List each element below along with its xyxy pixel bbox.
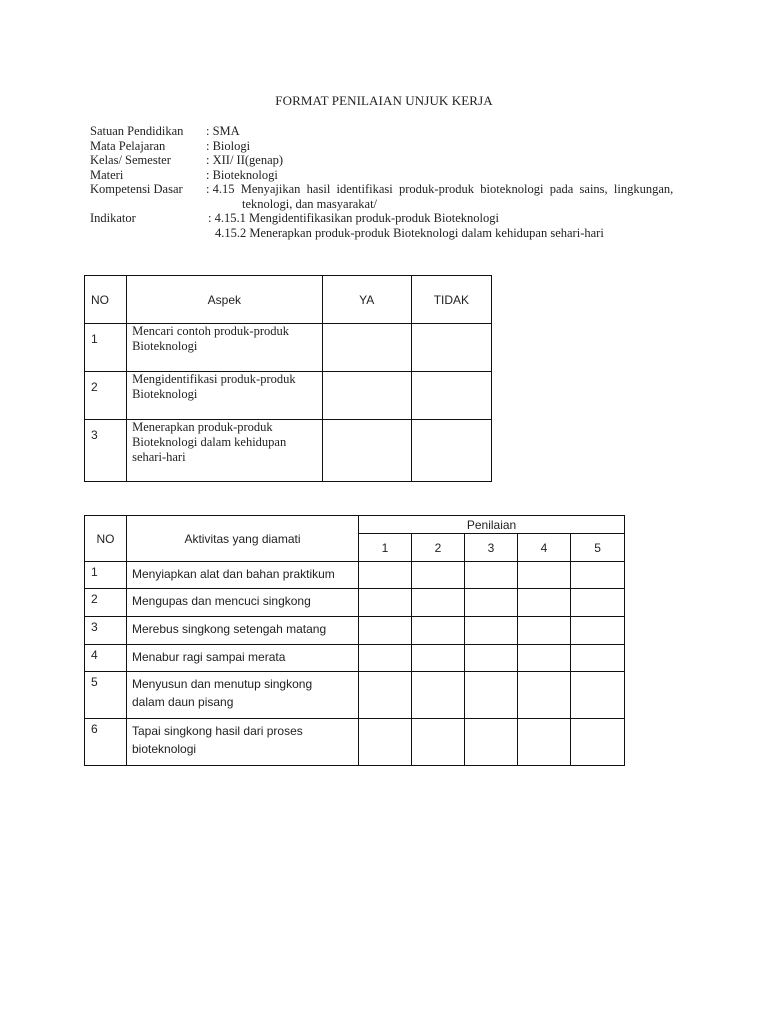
row-aktivitas: Mengupas dan mencuci singkong [127, 589, 359, 617]
table-row [85, 589, 625, 617]
table-row [85, 645, 625, 672]
table-row [85, 719, 625, 766]
score-cell[interactable] [359, 719, 412, 766]
row-no: 2 [85, 589, 127, 617]
ya-checkbox-cell[interactable] [322, 324, 411, 372]
row-aspek-line: sehari-hari [132, 450, 186, 464]
score-cell[interactable] [359, 589, 412, 617]
aspek-header-row [85, 276, 492, 324]
aspek-header-no: NO [85, 276, 127, 324]
table-row [85, 617, 625, 645]
aktivitas-header-aktivitas: Aktivitas yang diamati [127, 516, 359, 562]
score-cell[interactable] [518, 562, 571, 589]
row-aspek [127, 420, 322, 482]
score-header: 5 [571, 534, 625, 562]
info-value-materi: : Bioteknologi [206, 167, 278, 182]
row-aktivitas [127, 672, 359, 719]
aspek-header-ya: YA [322, 276, 411, 324]
row-no: 3 [85, 420, 127, 482]
score-cell[interactable] [518, 672, 571, 719]
score-cell[interactable] [518, 645, 571, 672]
score-cell[interactable] [518, 617, 571, 645]
aspek-table [84, 275, 492, 482]
score-cell[interactable] [571, 562, 625, 589]
score-header: 2 [412, 534, 465, 562]
document-title: FORMAT PENILAIAN UNJUK KERJA [275, 93, 493, 108]
tidak-checkbox-cell[interactable] [411, 372, 491, 420]
info-label-mapel: Mata Pelajaran [90, 138, 166, 153]
aktivitas-table [84, 515, 625, 766]
row-no: 3 [85, 617, 127, 645]
info-value-kompetensi-cont: teknologi, dan masyarakat/ [242, 196, 378, 211]
row-aktivitas-line: bioteknologi [132, 742, 197, 756]
tidak-checkbox-cell[interactable] [411, 420, 491, 482]
info-label-kelas: Kelas/ Semester [90, 153, 171, 167]
aktivitas-header-row [85, 516, 625, 534]
row-aktivitas-line: Menyusun dan menutup singkong [132, 677, 313, 691]
row-aspek-line: Mencari contoh produk-produk [132, 324, 289, 338]
row-aspek [127, 324, 322, 372]
aspek-header-aspek: Aspek [127, 276, 322, 324]
row-no: 5 [85, 672, 127, 719]
tidak-checkbox-cell[interactable] [411, 324, 491, 372]
row-no: 1 [85, 562, 127, 589]
score-header: 4 [518, 534, 571, 562]
score-cell[interactable] [518, 589, 571, 617]
info-value-kompetensi: : 4.15 Menyajikan hasil identifikasi produk-produk bioteknologi pada sains, lingkungan, [206, 182, 674, 196]
score-cell[interactable] [412, 645, 465, 672]
table-row [85, 324, 492, 372]
row-no: 6 [85, 719, 127, 766]
score-cell[interactable] [359, 562, 412, 589]
row-aspek [127, 372, 322, 420]
row-no: 4 [85, 645, 127, 672]
aktivitas-header-no: NO [85, 516, 127, 562]
info-label-kompetensi: Kompetensi Dasar [90, 182, 183, 196]
row-aktivitas: Menyiapkan alat dan bahan praktikum [127, 562, 359, 589]
ya-checkbox-cell[interactable] [322, 372, 411, 420]
score-cell[interactable] [571, 672, 625, 719]
score-cell[interactable] [465, 645, 518, 672]
score-cell[interactable] [465, 589, 518, 617]
table-row [85, 420, 492, 482]
info-value-mapel: : Biologi [206, 138, 251, 153]
row-aspek-line: Bioteknologi [132, 339, 198, 353]
score-cell[interactable] [359, 645, 412, 672]
table-row [85, 562, 625, 589]
score-cell[interactable] [571, 617, 625, 645]
row-no: 2 [85, 372, 127, 420]
row-aktivitas-line: dalam daun pisang [132, 695, 234, 709]
score-cell[interactable] [571, 719, 625, 766]
row-aktivitas [127, 719, 359, 766]
row-aspek-line: Bioteknologi dalam kehidupan [132, 435, 287, 449]
table-row [85, 672, 625, 719]
score-cell[interactable] [465, 562, 518, 589]
aspek-header-tidak: TIDAK [411, 276, 491, 324]
row-no: 1 [85, 324, 127, 372]
info-label-satuan: Satuan Pendidikan [90, 124, 184, 138]
info-label-materi: Materi [90, 167, 124, 182]
row-aspek-line: Mengidentifikasi produk-produk [132, 372, 296, 386]
info-value-kelas: : XII/ II(genap) [206, 153, 284, 167]
info-label-indikator: Indikator [90, 211, 136, 225]
score-cell[interactable] [412, 589, 465, 617]
row-aktivitas: Menabur ragi sampai merata [127, 645, 359, 672]
info-value-satuan: : SMA [206, 124, 240, 138]
table-row [85, 372, 492, 420]
score-cell[interactable] [359, 617, 412, 645]
score-cell[interactable] [359, 672, 412, 719]
score-cell[interactable] [412, 672, 465, 719]
row-aktivitas: Merebus singkong setengah matang [127, 617, 359, 645]
info-value-indikator: : 4.15.1 Mengidentifikasikan produk-produk Bioteknologi [208, 211, 499, 225]
score-cell[interactable] [465, 617, 518, 645]
row-aspek-line: Bioteknologi [132, 387, 198, 401]
identity-block [90, 124, 690, 244]
score-cell[interactable] [412, 719, 465, 766]
aktivitas-header-penilaian: Penilaian [359, 516, 625, 534]
info-value-indikator-cont: 4.15.2 Menerapkan produk-produk Bioteknologi dalam kehidupan sehari-hari [215, 225, 604, 240]
score-cell[interactable] [465, 672, 518, 719]
score-cell[interactable] [571, 645, 625, 672]
row-aspek-line: Menerapkan produk-produk [132, 420, 273, 434]
score-cell[interactable] [571, 589, 625, 617]
score-cell[interactable] [412, 617, 465, 645]
score-cell[interactable] [465, 719, 518, 766]
score-cell[interactable] [412, 562, 465, 589]
score-header: 3 [465, 534, 518, 562]
score-cell[interactable] [518, 719, 571, 766]
score-header: 1 [359, 534, 412, 562]
row-aktivitas-line: Tapai singkong hasil dari proses [132, 724, 303, 738]
ya-checkbox-cell[interactable] [322, 420, 411, 482]
